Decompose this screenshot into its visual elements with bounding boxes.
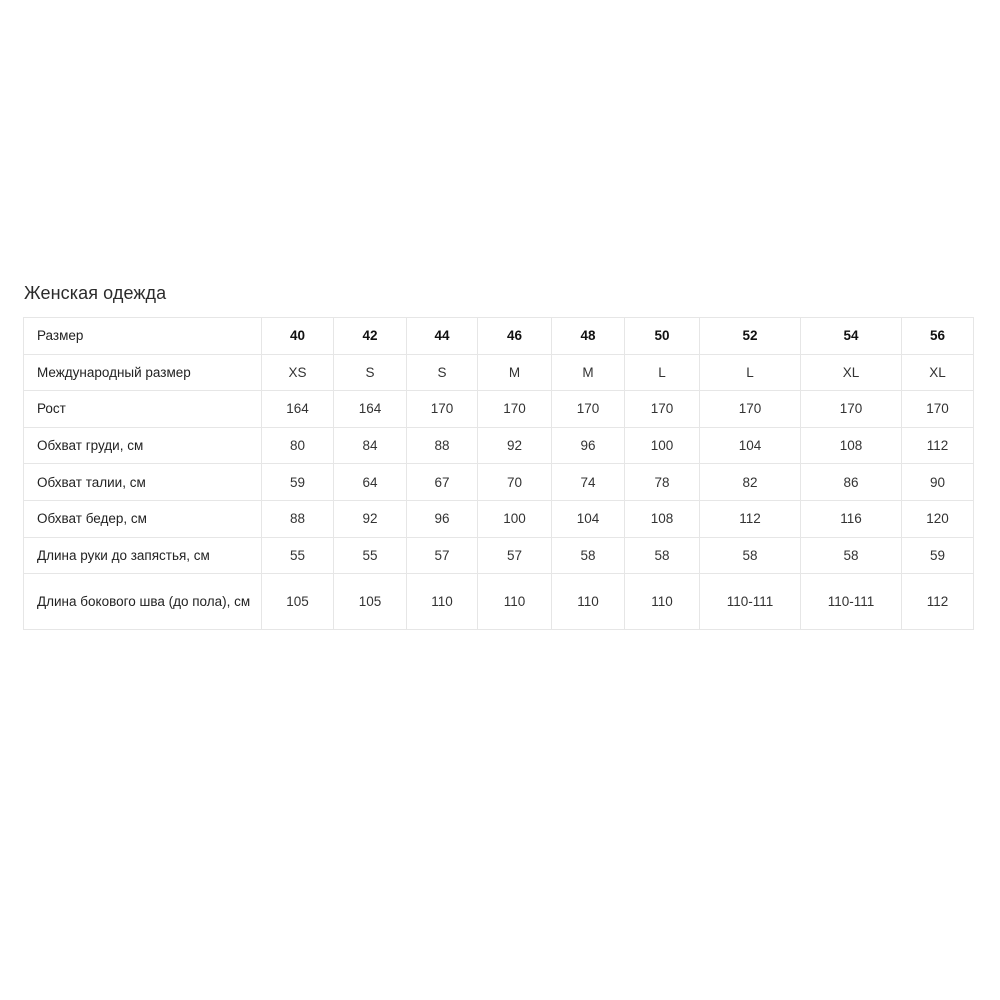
table-cell: 164 bbox=[262, 391, 334, 428]
table-cell: M bbox=[478, 354, 552, 391]
table-cell: 100 bbox=[478, 500, 552, 537]
row-label: Обхват груди, см bbox=[24, 427, 262, 464]
table-cell: S bbox=[407, 354, 478, 391]
table-cell: XS bbox=[262, 354, 334, 391]
table-cell: 90 bbox=[902, 464, 974, 501]
table-cell: 59 bbox=[902, 537, 974, 574]
table-row bbox=[24, 427, 974, 464]
header-label: Размер bbox=[24, 318, 262, 355]
size-header-cell: 46 bbox=[478, 318, 552, 355]
table-cell: 110 bbox=[407, 574, 478, 630]
table-cell: 96 bbox=[552, 427, 625, 464]
table-cell: 84 bbox=[334, 427, 407, 464]
table-cell: 67 bbox=[407, 464, 478, 501]
table-cell: 108 bbox=[625, 500, 700, 537]
row-label: Обхват бедер, см bbox=[24, 500, 262, 537]
table-cell: 57 bbox=[407, 537, 478, 574]
table-cell: 88 bbox=[407, 427, 478, 464]
size-header-cell: 40 bbox=[262, 318, 334, 355]
table-cell: 110 bbox=[478, 574, 552, 630]
table-row bbox=[24, 354, 974, 391]
table-row bbox=[24, 500, 974, 537]
table-cell: 64 bbox=[334, 464, 407, 501]
size-header-cell: 52 bbox=[700, 318, 801, 355]
table-header-row bbox=[24, 318, 974, 355]
table-cell: 116 bbox=[801, 500, 902, 537]
table-cell: 58 bbox=[801, 537, 902, 574]
table-cell: 112 bbox=[700, 500, 801, 537]
table-cell: 110-111 bbox=[700, 574, 801, 630]
table-cell: 55 bbox=[334, 537, 407, 574]
table-cell: 96 bbox=[407, 500, 478, 537]
table-cell: 112 bbox=[902, 574, 974, 630]
page-title: Женская одежда bbox=[24, 283, 167, 303]
table-cell: 59 bbox=[262, 464, 334, 501]
table-cell: 78 bbox=[625, 464, 700, 501]
size-header-cell: 50 bbox=[625, 318, 700, 355]
table-cell: 110-111 bbox=[801, 574, 902, 630]
table-cell: 58 bbox=[700, 537, 801, 574]
table-cell: 82 bbox=[700, 464, 801, 501]
table-cell: 110 bbox=[625, 574, 700, 630]
table-cell: 104 bbox=[700, 427, 801, 464]
table-cell: 57 bbox=[478, 537, 552, 574]
table-row bbox=[24, 464, 974, 501]
table-cell: 58 bbox=[625, 537, 700, 574]
table-cell: 105 bbox=[334, 574, 407, 630]
table-cell: 105 bbox=[262, 574, 334, 630]
table-cell: 88 bbox=[262, 500, 334, 537]
row-label: Обхват талии, см bbox=[24, 464, 262, 501]
table-cell: 110 bbox=[552, 574, 625, 630]
table-cell: 170 bbox=[801, 391, 902, 428]
table-row bbox=[24, 391, 974, 428]
table-cell: 70 bbox=[478, 464, 552, 501]
table-cell: 80 bbox=[262, 427, 334, 464]
size-header-cell: 54 bbox=[801, 318, 902, 355]
table-cell: S bbox=[334, 354, 407, 391]
row-label: Длина бокового шва (до пола), см bbox=[24, 574, 262, 630]
table-cell: 108 bbox=[801, 427, 902, 464]
table-cell: 104 bbox=[552, 500, 625, 537]
row-label: Международный размер bbox=[24, 354, 262, 391]
table-row bbox=[24, 537, 974, 574]
table-cell: 58 bbox=[552, 537, 625, 574]
table-cell: 100 bbox=[625, 427, 700, 464]
size-header-cell: 56 bbox=[902, 318, 974, 355]
size-header-cell: 42 bbox=[334, 318, 407, 355]
table-cell: 170 bbox=[407, 391, 478, 428]
table-cell: 92 bbox=[478, 427, 552, 464]
table-cell: 92 bbox=[334, 500, 407, 537]
table-cell: 112 bbox=[902, 427, 974, 464]
table-cell: 170 bbox=[478, 391, 552, 428]
table-cell: L bbox=[625, 354, 700, 391]
size-header-cell: 48 bbox=[552, 318, 625, 355]
table-cell: XL bbox=[902, 354, 974, 391]
table-cell: M bbox=[552, 354, 625, 391]
table-cell: XL bbox=[801, 354, 902, 391]
table-cell: 86 bbox=[801, 464, 902, 501]
row-label: Рост bbox=[24, 391, 262, 428]
table-cell: 170 bbox=[700, 391, 801, 428]
table-cell: 74 bbox=[552, 464, 625, 501]
row-label: Длина руки до запястья, см bbox=[24, 537, 262, 574]
table-cell: L bbox=[700, 354, 801, 391]
table-cell: 164 bbox=[334, 391, 407, 428]
table-cell: 55 bbox=[262, 537, 334, 574]
size-chart-table bbox=[23, 317, 974, 630]
table-row bbox=[24, 574, 974, 630]
table-cell: 120 bbox=[902, 500, 974, 537]
table-cell: 170 bbox=[902, 391, 974, 428]
table-cell: 170 bbox=[625, 391, 700, 428]
table-cell: 170 bbox=[552, 391, 625, 428]
size-header-cell: 44 bbox=[407, 318, 478, 355]
